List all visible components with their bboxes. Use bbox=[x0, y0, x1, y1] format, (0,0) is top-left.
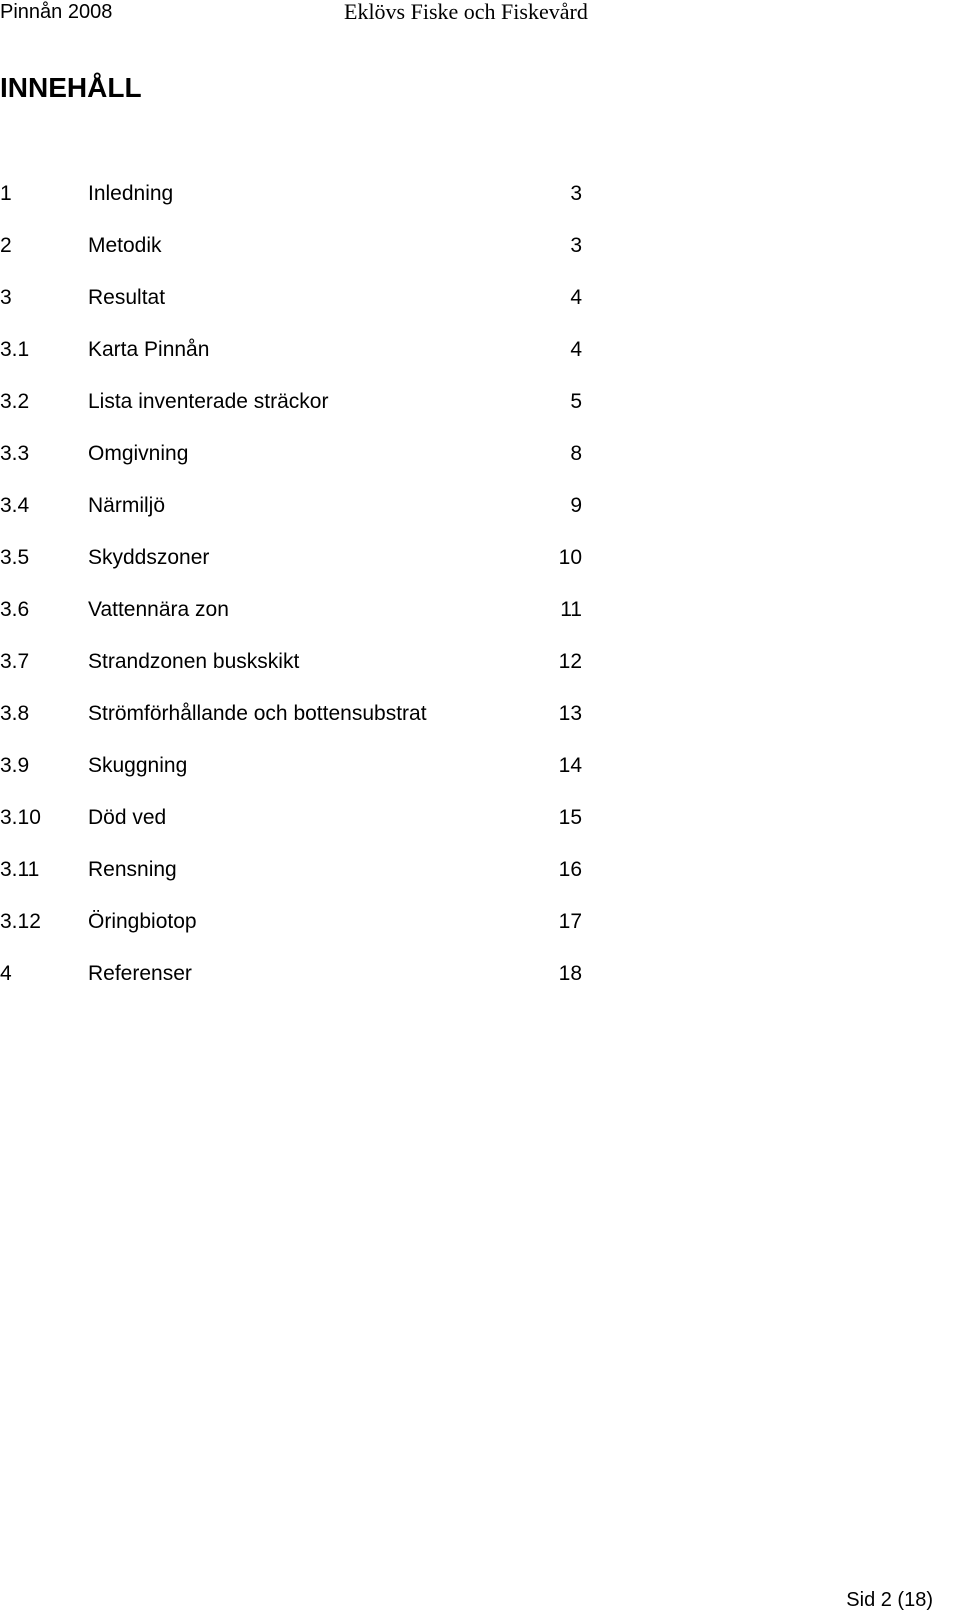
toc-entry-3-7[interactable] bbox=[0, 650, 600, 702]
toc-label: Strömförhållande och bottensubstrat bbox=[88, 702, 427, 725]
toc-number: 3.2 bbox=[0, 390, 30, 413]
toc-entry-1[interactable] bbox=[0, 182, 600, 234]
toc-entry-4[interactable] bbox=[0, 962, 600, 1014]
toc-label: Skuggning bbox=[88, 754, 188, 777]
toc-number: 3.12 bbox=[0, 910, 41, 933]
toc-entry-3-12[interactable] bbox=[0, 910, 600, 962]
toc-page-number: 8 bbox=[570, 442, 582, 465]
header-right-text: Eklövs Fiske och Fiskevård bbox=[344, 0, 588, 24]
toc-entry-3-9[interactable] bbox=[0, 754, 600, 806]
toc-label: Öringbiotop bbox=[88, 910, 197, 933]
toc-page-number: 3 bbox=[570, 234, 582, 257]
toc-number: 3.5 bbox=[0, 546, 30, 569]
toc-label: Strandzonen buskskikt bbox=[88, 650, 300, 673]
toc-label: Inledning bbox=[88, 182, 174, 205]
toc-label: Referenser bbox=[88, 962, 192, 985]
toc-entry-3-10[interactable] bbox=[0, 806, 600, 858]
toc-number: 2 bbox=[0, 234, 12, 257]
toc-page-number: 18 bbox=[558, 962, 582, 985]
toc-label: Död ved bbox=[88, 806, 167, 829]
toc-number: 4 bbox=[0, 962, 12, 985]
page-number-footer: Sid 2 (18) bbox=[846, 1589, 933, 1611]
toc-page-number: 11 bbox=[560, 598, 582, 621]
toc-entry-3-11[interactable] bbox=[0, 858, 600, 910]
toc-entry-3-2[interactable] bbox=[0, 390, 600, 442]
toc-label: Lista inventerade sträckor bbox=[88, 390, 329, 413]
toc-page-number: 3 bbox=[570, 182, 582, 205]
page-title: INNEHÅLL bbox=[0, 72, 142, 103]
toc-label: Metodik bbox=[88, 234, 162, 257]
toc-entry-3-5[interactable] bbox=[0, 546, 600, 598]
toc-entry-3-1[interactable] bbox=[0, 338, 600, 390]
toc-label: Närmiljö bbox=[88, 494, 166, 517]
toc-label: Rensning bbox=[88, 858, 177, 881]
toc-entry-3[interactable] bbox=[0, 286, 600, 338]
toc-page-number: 9 bbox=[570, 494, 582, 517]
toc-label: Skyddszoner bbox=[88, 546, 210, 569]
table-of-contents bbox=[0, 182, 600, 1014]
toc-page-number: 17 bbox=[558, 910, 582, 933]
toc-number: 3.7 bbox=[0, 650, 30, 673]
toc-page-number: 12 bbox=[558, 650, 582, 673]
toc-number: 3.6 bbox=[0, 598, 30, 621]
toc-label: Vattennära zon bbox=[88, 598, 229, 621]
toc-entry-2[interactable] bbox=[0, 234, 600, 286]
toc-number: 3.1 bbox=[0, 338, 30, 361]
toc-page-number: 15 bbox=[558, 806, 582, 829]
toc-page-number: 10 bbox=[558, 546, 582, 569]
toc-entry-3-4[interactable] bbox=[0, 494, 600, 546]
header-left-text: Pinnån 2008 bbox=[0, 1, 113, 23]
toc-page-number: 4 bbox=[570, 286, 582, 309]
toc-entry-3-8[interactable] bbox=[0, 702, 600, 754]
toc-page-number: 14 bbox=[558, 754, 582, 777]
toc-entry-3-6[interactable] bbox=[0, 598, 600, 650]
toc-page-number: 13 bbox=[558, 702, 582, 725]
toc-number: 3 bbox=[0, 286, 12, 309]
toc-number: 3.9 bbox=[0, 754, 30, 777]
toc-entry-3-3[interactable] bbox=[0, 442, 600, 494]
toc-page-number: 5 bbox=[570, 390, 582, 413]
toc-number: 3.10 bbox=[0, 806, 41, 829]
toc-number: 3.3 bbox=[0, 442, 30, 465]
toc-page-number: 16 bbox=[558, 858, 582, 881]
toc-label: Resultat bbox=[88, 286, 166, 309]
toc-label: Karta Pinnån bbox=[88, 338, 210, 361]
toc-number: 3.8 bbox=[0, 702, 30, 725]
toc-number: 1 bbox=[0, 182, 12, 205]
toc-number: 3.11 bbox=[0, 858, 40, 881]
toc-number: 3.4 bbox=[0, 494, 30, 517]
toc-page-number: 4 bbox=[570, 338, 582, 361]
toc-label: Omgivning bbox=[88, 442, 189, 465]
